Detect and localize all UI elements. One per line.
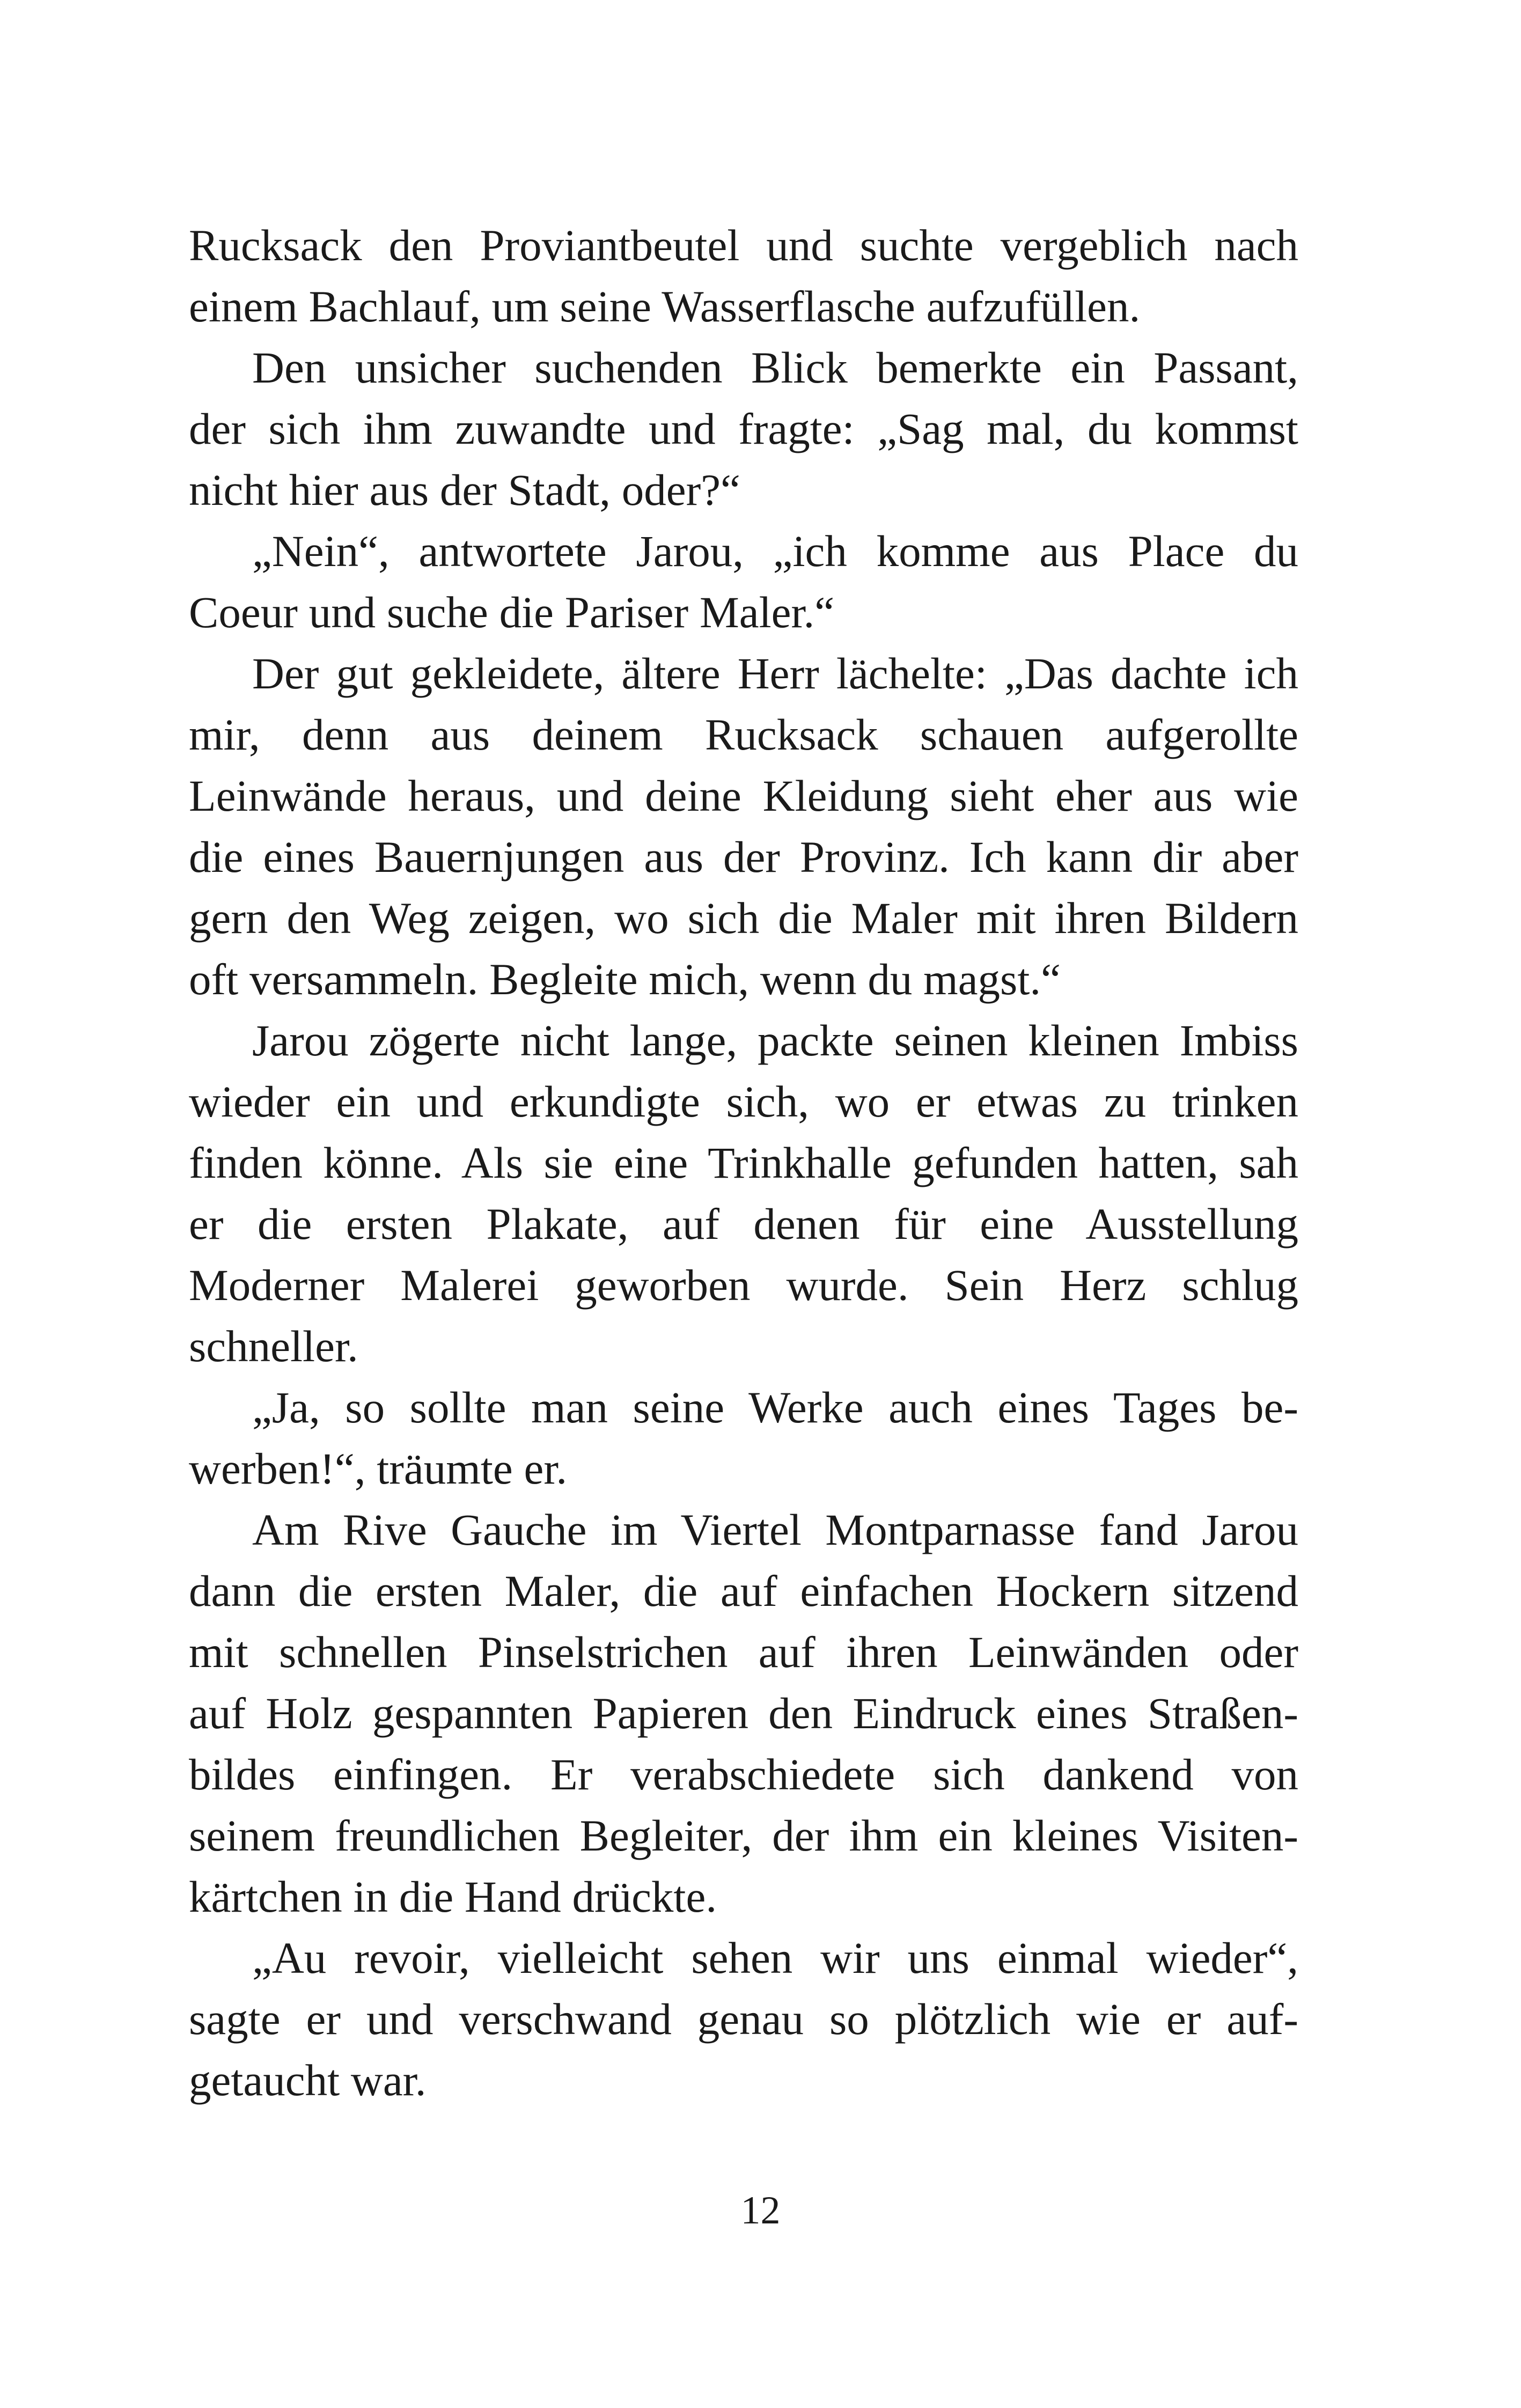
text-line: auf Holz gespannten Papieren den Eindruck eines Straßen- <box>189 1688 1298 1738</box>
text-line: Der gut gekleidete, ältere Herr lächelte: „Das dachte ich <box>252 649 1298 698</box>
text-line: „Ja, so sollte man seine Werke auch eines Tages be- <box>252 1383 1298 1432</box>
paragraph <box>189 215 1298 337</box>
text-line: Rucksack den Proviantbeutel und suchte vergeblich nach <box>189 221 1298 270</box>
text-line: er die ersten Plakate, auf denen für eine Ausstellung <box>189 1199 1298 1249</box>
page-number: 12 <box>740 2189 781 2233</box>
text-line: Moderner Malerei geworben wurde. Sein Herz schlug <box>189 1260 1298 1310</box>
text-line: dann die ersten Maler, die auf einfachen Hockern sitzend <box>189 1566 1298 1616</box>
text-line: mit schnellen Pinselstrichen auf ihren Leinwänden oder <box>189 1627 1298 1677</box>
text-line: „Au revoir, vielleicht sehen wir uns einmal wieder“, <box>252 1933 1298 1983</box>
text-line: wieder ein und erkundigte sich, wo er etwas zu trinken <box>189 1077 1298 1126</box>
text-line: einem Bachlauf, um seine Wasserflasche aufzufüllen. <box>189 282 1141 331</box>
text-line: sagte er und verschwand genau so plötzlich wie er auf- <box>189 1994 1298 2044</box>
text-line: oft versammeln. Begleite mich, wenn du magst.“ <box>189 955 1061 1004</box>
paragraph <box>189 1010 1298 1377</box>
text-line: schneller. <box>189 1322 358 1371</box>
text-line: Leinwände heraus, und deine Kleidung sieht eher aus wie <box>189 771 1298 820</box>
text-line: finden könne. Als sie eine Trinkhalle gefunden hatten, sah <box>189 1138 1298 1187</box>
text-line: Coeur und suche die Pariser Maler.“ <box>189 588 835 637</box>
paragraph <box>189 337 1298 520</box>
paragraph <box>189 643 1298 1010</box>
text-line: bildes einfingen. Er verabschiedete sich dankend von <box>189 1750 1298 1799</box>
paragraph <box>189 1927 1298 2111</box>
text-line: mir, denn aus deinem Rucksack schauen aufgerollte <box>189 710 1298 759</box>
text-line: seinem freundlichen Begleiter, der ihm ein kleines Visiten- <box>189 1811 1298 1860</box>
paragraph <box>189 520 1298 643</box>
text-line: gern den Weg zeigen, wo sich die Maler mit ihren Bildern <box>189 893 1298 943</box>
text-line: werben!“, träumte er. <box>189 1444 568 1493</box>
text-line: die eines Bauernjungen aus der Provinz. Ich kann dir aber <box>189 832 1298 882</box>
text-line: Jarou zögerte nicht lange, packte seinen kleinen Imbiss <box>252 1016 1298 1065</box>
body-text <box>189 215 1298 2111</box>
paragraph <box>189 1499 1298 1927</box>
text-line: Am Rive Gauche im Viertel Montparnasse fand Jarou <box>252 1505 1298 1554</box>
text-line: der sich ihm zuwandte und fragte: „Sag mal, du kommst <box>189 404 1298 453</box>
text-line: Den unsicher suchenden Blick bemerkte ein Passant, <box>252 343 1298 392</box>
text-line: „Nein“, antwortete Jarou, „ich komme aus Place du <box>252 526 1298 576</box>
text-line: getaucht war. <box>189 2055 427 2105</box>
text-line: kärtchen in die Hand drückte. <box>189 1872 717 1921</box>
text-line: nicht hier aus der Stadt, oder?“ <box>189 465 740 515</box>
paragraph <box>189 1377 1298 1499</box>
